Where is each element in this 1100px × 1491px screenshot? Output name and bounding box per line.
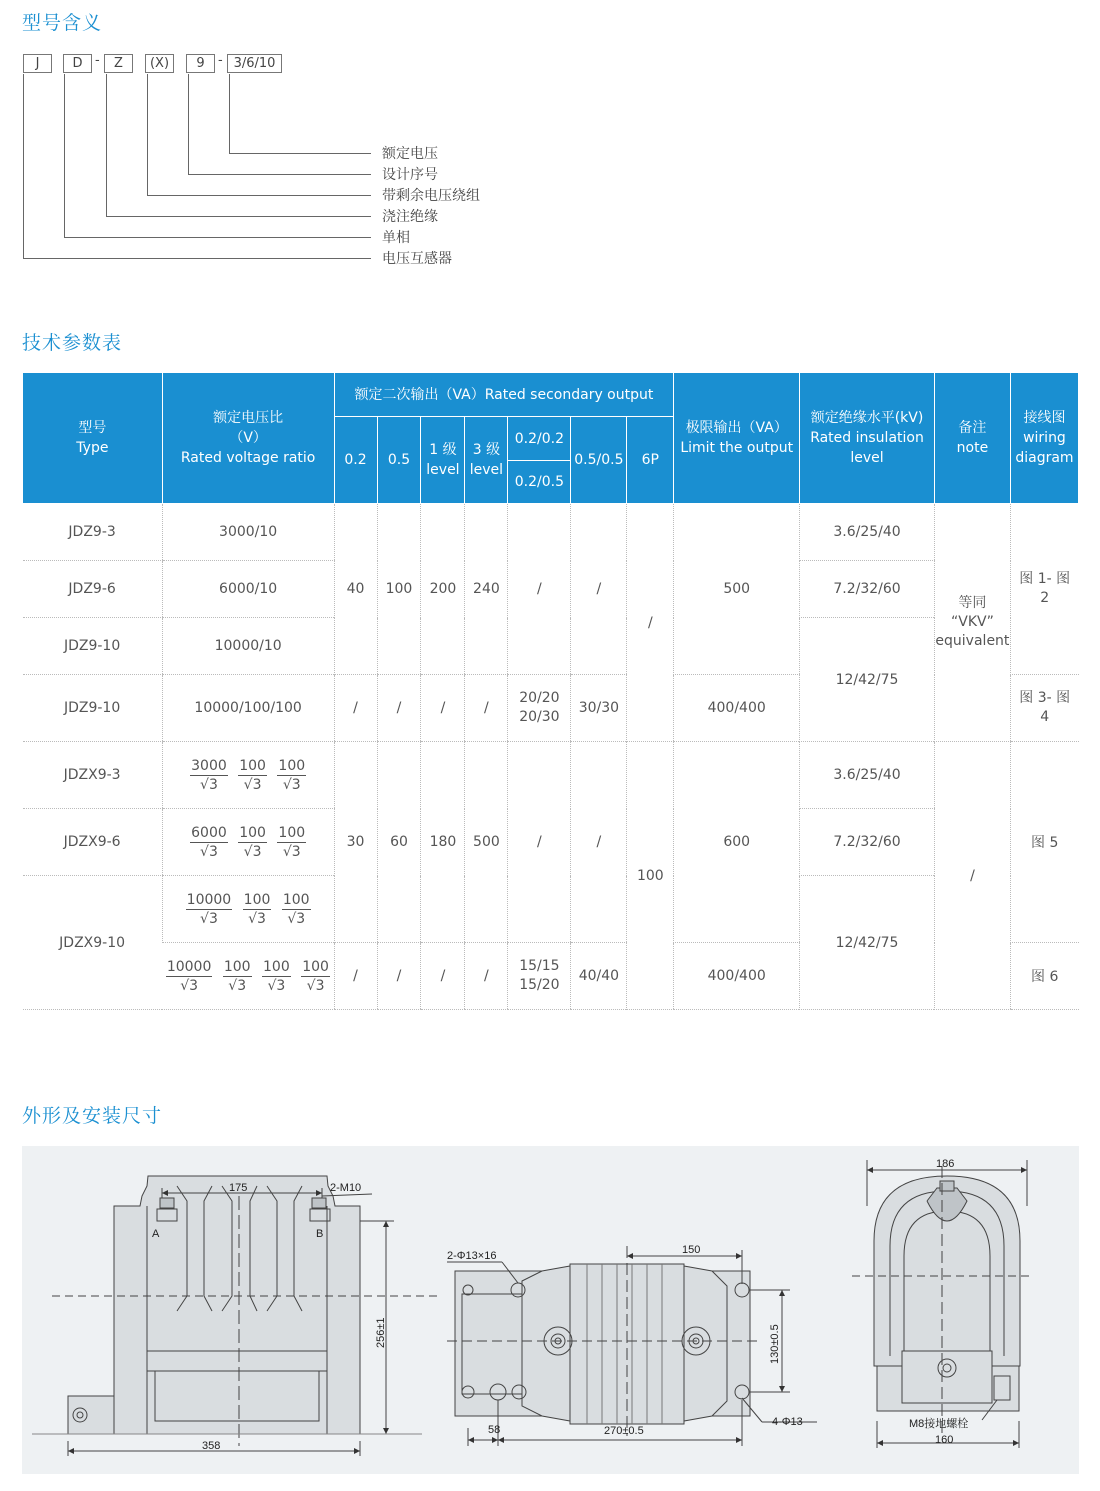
table-cell: 图 1- 图 2	[1010, 504, 1078, 675]
table-cell: /	[421, 943, 465, 1010]
table-cell: /	[571, 742, 627, 943]
header-0-2-0-2: 0.2/0.2	[508, 417, 571, 461]
table-cell: 图 3- 图 4	[1010, 675, 1078, 742]
label-rated-voltage: 额定电压	[382, 146, 438, 162]
table-cell: JDZ9-10	[23, 675, 163, 742]
table-cell: 12/42/75	[800, 618, 935, 742]
table-cell: 3000/10	[162, 504, 334, 561]
table-cell: 3.6/25/40	[800, 504, 935, 561]
dim-holes-4: 4-Φ13	[772, 1416, 803, 1428]
table-cell: 12/42/75	[800, 876, 935, 1010]
label-cast-insulation: 浇注绝缘	[382, 209, 438, 225]
table-cell: /	[421, 675, 465, 742]
header-6p: 6P	[627, 417, 674, 504]
top-view-drawing	[447, 1246, 817, 1446]
label-voltage-transformer: 电压互感器	[382, 251, 452, 267]
table-cell: $\frac{3000}{√3}$ $\frac{100}{√3}$ $\frac{100}{√3}$	[162, 742, 334, 809]
table-cell: /	[934, 742, 1010, 1010]
dim-bolts: 2-M10	[330, 1182, 362, 1194]
spec-table	[22, 372, 1079, 1010]
table-cell: 等同 “VKV” equivalent	[934, 504, 1010, 742]
table-cell: 100	[627, 742, 674, 1010]
table-cell: /	[465, 675, 508, 742]
table-row	[23, 742, 1079, 809]
table-cell: 200	[421, 504, 465, 675]
code-box-z: Z	[104, 54, 133, 73]
terminal-b: B	[316, 1228, 324, 1240]
header-limit: 极限输出（VA） Limit the output	[674, 373, 800, 504]
table-cell: 图 6	[1010, 943, 1078, 1010]
header-level-3: 3 级 level	[465, 417, 508, 504]
dim-186: 186	[936, 1158, 955, 1170]
table-cell: 400/400	[674, 675, 800, 742]
header-0-2-0-5: 0.2/0.5	[508, 461, 571, 504]
header-secondary: 额定二次输出（VA）Rated secondary output	[334, 373, 674, 417]
table-cell: /	[627, 504, 674, 742]
table-cell: 7.2/32/60	[800, 561, 935, 618]
label-single-phase: 单相	[382, 230, 410, 246]
header-level-1: 1 级 level	[421, 417, 465, 504]
header-0-5-0-5: 0.5/0.5	[571, 417, 627, 504]
dim-150: 150	[682, 1244, 701, 1256]
header-ratio: 额定电压比 （V） Rated voltage ratio	[162, 373, 334, 504]
table-cell: /	[571, 504, 627, 675]
code-box-x: (X)	[145, 54, 174, 73]
front-view-drawing	[32, 1176, 442, 1456]
dimension-drawings	[22, 1146, 1079, 1474]
header-type: 型号 Type	[23, 373, 163, 504]
dim-160: 160	[935, 1434, 954, 1446]
header-0-5: 0.5	[377, 417, 421, 504]
dim-holes-2: 2-Φ13×16	[447, 1250, 497, 1262]
dim-175: 175	[229, 1182, 248, 1194]
table-cell: /	[377, 675, 421, 742]
spec-table-title: 技术参数表	[22, 332, 123, 354]
table-cell: 500	[674, 504, 800, 675]
header-wiring: 接线图 wiring diagram	[1010, 373, 1078, 504]
table-cell: 10000/100/100	[162, 675, 334, 742]
table-cell: /	[377, 943, 421, 1010]
table-cell: /	[465, 943, 508, 1010]
table-cell: 3.6/25/40	[800, 742, 935, 809]
table-cell: JDZ9-3	[23, 504, 163, 561]
table-cell: 500	[465, 742, 508, 943]
table-cell: 10000/10	[162, 618, 334, 675]
dim-358: 358	[202, 1440, 221, 1452]
table-cell: JDZ9-6	[23, 561, 163, 618]
table-cell: 40/40	[571, 943, 627, 1010]
terminal-a: A	[152, 1228, 160, 1240]
code-dash: -	[218, 53, 223, 68]
table-cell: JDZX9-10	[23, 876, 163, 1010]
label-design-number: 设计序号	[382, 167, 438, 183]
table-cell: $\frac{10000}{√3}$ $\frac{100}{√3}$ $\frac{100}{√3}$	[162, 876, 334, 943]
table-cell: 100	[377, 504, 421, 675]
table-cell: 15/15 15/20	[508, 943, 571, 1010]
dim-130: 130±0.5	[769, 1324, 781, 1364]
dim-58: 58	[488, 1424, 501, 1436]
code-dash: -	[95, 53, 100, 68]
table-cell: 400/400	[674, 943, 800, 1010]
table-cell: 30/30	[571, 675, 627, 742]
dimensions-title: 外形及安装尺寸	[22, 1105, 163, 1127]
code-box-voltage: 3/6/10	[227, 54, 282, 73]
table-cell: JDZ9-10	[23, 618, 163, 675]
table-cell: $\frac{6000}{√3}$ $\frac{100}{√3}$ $\frac{100}{√3}$	[162, 809, 334, 876]
code-box-9: 9	[186, 54, 215, 73]
dim-256: 256±1	[375, 1317, 387, 1348]
model-meaning-title: 型号含义	[22, 12, 103, 34]
table-cell: 60	[377, 742, 421, 943]
table-cell: 20/20 20/30	[508, 675, 571, 742]
table-cell: 图 5	[1010, 742, 1078, 943]
table-row	[23, 504, 1079, 561]
dim-270: 270±0.5	[604, 1425, 644, 1437]
code-box-j: J	[23, 54, 52, 73]
table-cell: 180	[421, 742, 465, 943]
table-cell: $\frac{10000}{√3}$ $\frac{100}{√3}$ $\frac{100}{√3}$ $\frac{100}{√3}$	[162, 943, 334, 1010]
table-cell: 240	[465, 504, 508, 675]
table-cell: JDZX9-6	[23, 809, 163, 876]
header-0-2: 0.2	[334, 417, 377, 504]
table-cell: 40	[334, 504, 377, 675]
ground-bolt-label: M8接地螺栓	[909, 1418, 969, 1430]
table-cell: /	[334, 943, 377, 1010]
table-cell: 6000/10	[162, 561, 334, 618]
table-cell: /	[508, 742, 571, 943]
table-cell: /	[334, 675, 377, 742]
label-residual-winding: 带剩余电压绕组	[382, 188, 480, 204]
table-cell: 600	[674, 742, 800, 943]
model-meaning-section	[0, 0, 1100, 300]
table-cell: JDZX9-3	[23, 742, 163, 809]
table-cell: 7.2/32/60	[800, 809, 935, 876]
header-insulation: 额定绝缘水平(kV) Rated insulation level	[800, 373, 935, 504]
header-note: 备注 note	[934, 373, 1010, 504]
table-cell: 30	[334, 742, 377, 943]
code-box-d: D	[63, 54, 92, 73]
dimension-drawings-svg	[22, 1146, 1079, 1474]
table-cell: /	[508, 504, 571, 675]
